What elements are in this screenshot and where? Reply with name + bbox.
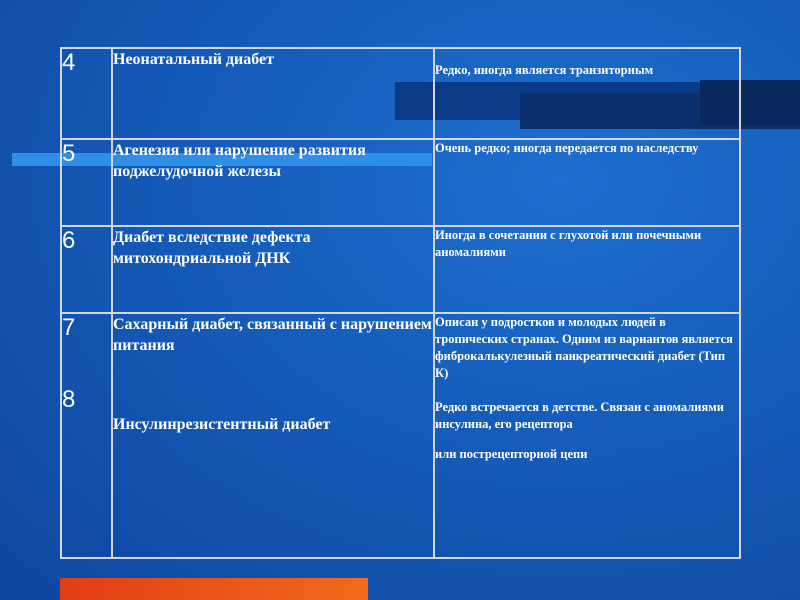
description: Редко встречается в детстве. Связан с аномалиями инсулина, его рецептора (435, 400, 724, 431)
diabetes-type-cell (112, 313, 434, 558)
description: или пострецепторной цепи (435, 447, 588, 461)
diabetes-type: Инсулинрезистентный диабет (113, 416, 331, 433)
row-number: 5 (61, 139, 112, 226)
row-number: 4 (61, 48, 112, 139)
diabetes-type: Неонатальный диабет (112, 48, 434, 139)
description: Редко, иногда является транзиторным (435, 63, 654, 77)
row-number: 6 (61, 226, 112, 313)
table-row (61, 313, 740, 558)
table-row (61, 139, 740, 226)
table-row (61, 48, 740, 139)
diabetes-types-table (60, 47, 741, 559)
description: Иногда в сочетании с глухотой или почечными аномалиями (434, 226, 740, 313)
diabetes-type: Диабет вследствие дефекта митохондриальной ДНК (112, 226, 434, 313)
orange-bar (60, 578, 368, 600)
row-number: 7 (62, 314, 76, 341)
row-number-cell (61, 313, 112, 558)
table-row (61, 226, 740, 313)
description: Очень редко; иногда передается по наследству (434, 139, 740, 226)
row-number: 8 (62, 386, 76, 413)
diabetes-type: Сахарный диабет, связанный с нарушением питания (113, 316, 432, 354)
diabetes-type: Агенезия или нарушение развития поджелудочной железы (112, 139, 434, 226)
description-cell (434, 313, 740, 558)
description-cell (434, 48, 740, 139)
description: Описан у подростков и молодых людей в тропических странах. Одним из вариантов является фиброкалькулезный панкреатический диабет (Тип К) (435, 315, 733, 380)
